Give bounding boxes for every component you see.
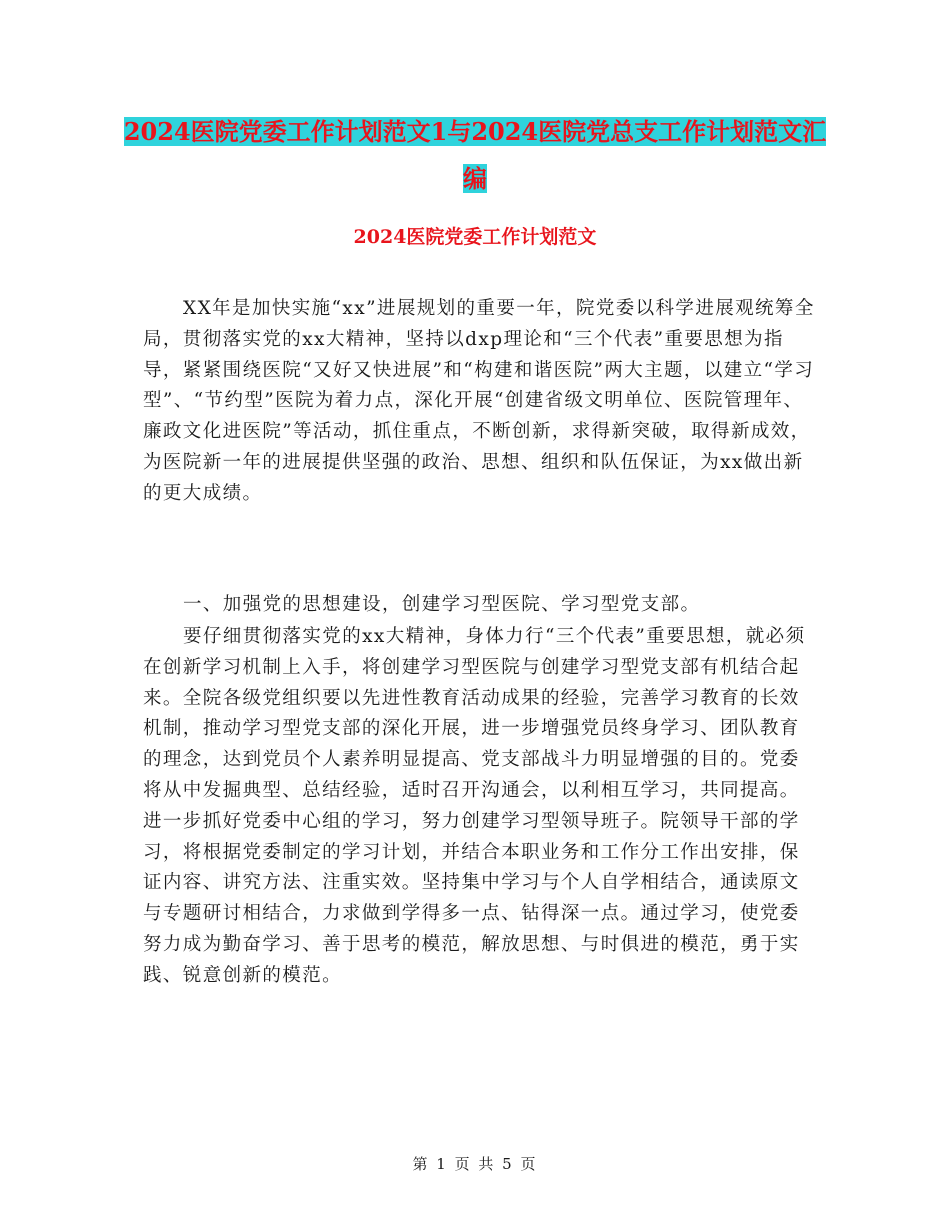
document-title-text: 2024医院党委工作计划范文1与2024医院党总支工作计划范文汇编 xyxy=(123,117,827,193)
paragraph-body-1: 要仔细贯彻落实党的xx大精神，身体力行“三个代表”重要思想，就必须在创新学习机制上入手，将创建学习型医院与创建学习型党支部有机结合起来。全院各级党组织要以先进性教育活动成果的经验，完善学习教育的长效机制，推动学习型党支部的深化开展，进一步增强党员终身学习、团队教育的理念，达到党员个人素养明显提高、党支部战斗力明显增强的目的。党委将从中发掘典型、总结经验，适时召开沟通会，以利相互学习，共同提高。 进一步抓好党委中心组的学习，努力创建学习型领导班子。院领导干部的学习，将根据党委制定的学习计划，并结合本职业务和工作分工作出安排，保证内容、讲究方法、注重实效。坚持集中学习与个人自学相结合，通读原文与专题研讨相结合，力求做到学得多一点、钻得深一点。通过学习，使党委努力成为勤奋学习、善于思考的模范，解放思想、与时俱进的模范，勇于实践、锐意创新的模范。 xyxy=(143,626,806,986)
paragraph-intro: XX年是加快实施“xx”进展规划的重要一年，院党委以科学进展观统筹全局，贯彻落实党的xx大精神，坚持以dxp理论和“三个代表”重要思想为指导，紧紧围绕医院“又好又快进展”和“构建和谐医院”两大主题，以建立“学习型”、“节约型”医院为着力点，深化开展“创建省级文明单位、医院管理年、廉政文化进医院”等活动，抓住重点，不断创新，求得新突破，取得新成效，为医院新一年的进展提供坚强的政治、思想、组织和队伍保证，为xx做出新的更大成绩。 xyxy=(143,298,815,504)
page-footer: 第 1 页 共 5 页 xyxy=(412,1155,538,1173)
document-title xyxy=(120,108,830,202)
section-title: 2024医院党委工作计划范文 xyxy=(353,226,597,248)
paragraph-heading-1: 一、加强党的思想建设，创建学习型医院、学习型党支部。 xyxy=(183,594,701,615)
